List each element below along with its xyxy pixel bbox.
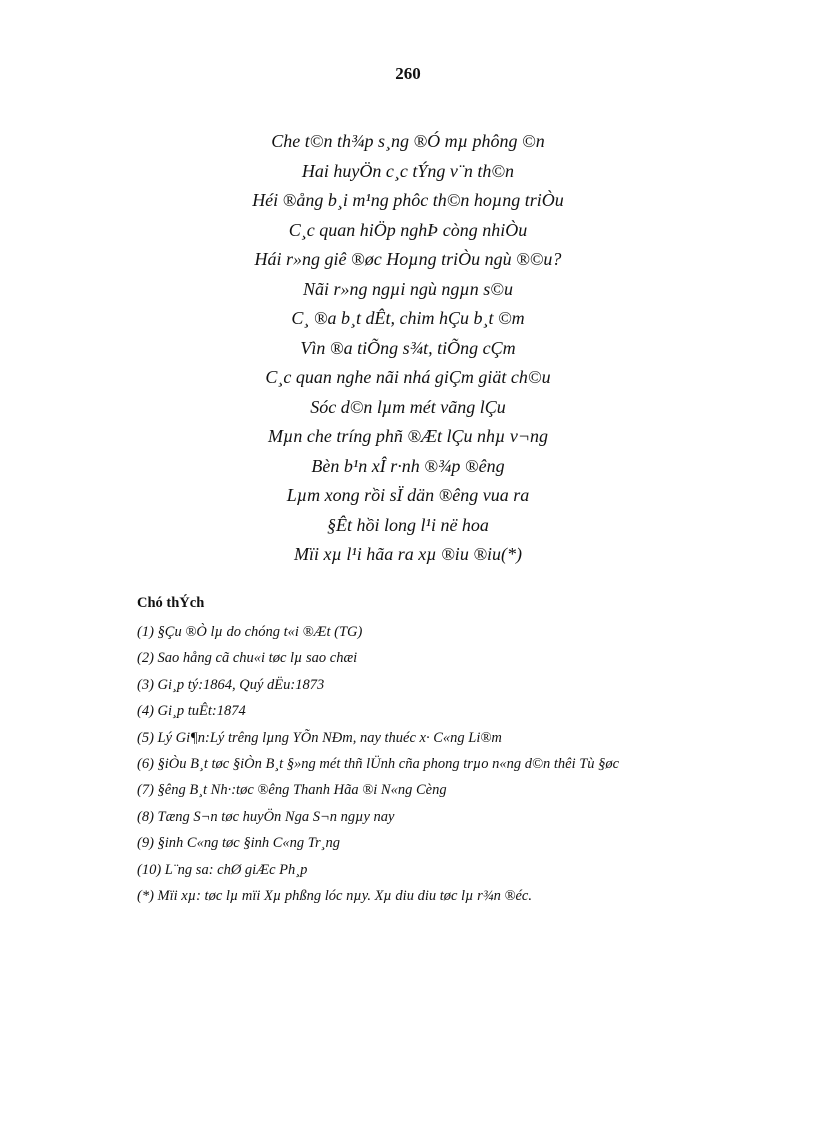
page-number: 260 [395, 64, 421, 83]
poem-line: Che t©n th¾p s¸ng ®Ó mµ phông ©n [271, 131, 545, 151]
footnote-item: (7) §êng B¸t Nh·:tøc ®êng Thanh Hãa ®i N«ng Cèng [137, 782, 447, 799]
footnote-item: (6) §iÒu B¸t tøc §iÒn B¸t §»ng mét thñ lÜnh cña phong trµo n«ng d©n thêi Tù §øc [137, 755, 620, 772]
footnote-item: (8) Tæng S¬n tøc huyÖn Nga S¬n ngµy nay [137, 808, 395, 825]
footnote-item: (*) Mïi xµ: tøc lµ mïi Xµ phßng lóc nµy. Xµ diu diu tøc lµ r¾n ®éc. [137, 887, 532, 904]
footnote-item: (3) Gi¸p tý:1864, Quý dËu:1873 [137, 676, 325, 693]
footnote-item: (5) Lý Gi¶n:Lý trêng lµng YÕn NÐm, nay thuéc x· C«ng Li®m [137, 729, 502, 746]
poem-line: Sóc d©n lµm mét vãng lÇu [310, 396, 506, 417]
poem-line: C¸c quan hiÖp nghÞ còng nhiÒu [288, 219, 528, 240]
footnote-item: (1) §Çu ®Ò lµ do chóng t«i ®Æt (TG) [137, 624, 363, 640]
footnotes-heading: Chó thÝch [137, 595, 205, 611]
poem-line: Mµn che tríng phñ ®Æt lÇu nhµ v¬ng [267, 426, 549, 446]
footnote-item: (2) Sao hång cã chu«i tøc lµ sao chæi [137, 650, 358, 667]
poem-line: Nãi r»ng ngµi ngù ngµn s©u [303, 278, 513, 299]
footnote-item: (9) §inh C«ng tøc §inh C«ng Tr¸ng [137, 835, 341, 852]
poem-line: Lµm xong rồi sÏ dän ®êng vua ra [286, 485, 530, 505]
footnote-item: (4) Gi¸p tuÊt:1874 [137, 703, 246, 720]
footnote-item: (10) L¨ng sa: chØ giÆc Ph¸p [137, 861, 308, 878]
poem-line: Mïi xµ l¹i hãa ra xµ ®iu ®iu(*) [294, 544, 522, 564]
poem-line: Bèn b¹n xÎ r·nh ®¾p ®êng [311, 455, 505, 476]
poem-line: C¸ ®a b¸t dÊt, chim hÇu b¸t ©m [291, 308, 525, 328]
poem-line: Vìn ®a tiÕng s¾t, tiÕng cÇm [300, 337, 516, 358]
poem [0, 127, 816, 570]
poem-line: Hái r»ng giê ®øc Hoµng triÒu ngù ®©u? [254, 249, 562, 269]
poem-line: Héi ®ång b¸i m¹ng phôc th©n hoµng triÒu [252, 190, 564, 210]
poem-line: C¸c quan nghe nãi nhá giÇm giät ch©u [265, 367, 551, 387]
footnotes [137, 594, 777, 909]
poem-line: §Êt hồi long l¹i në hoa [327, 514, 489, 535]
poem-line: Hai huyÖn c¸c tÝng v¨n th©n [301, 160, 515, 181]
